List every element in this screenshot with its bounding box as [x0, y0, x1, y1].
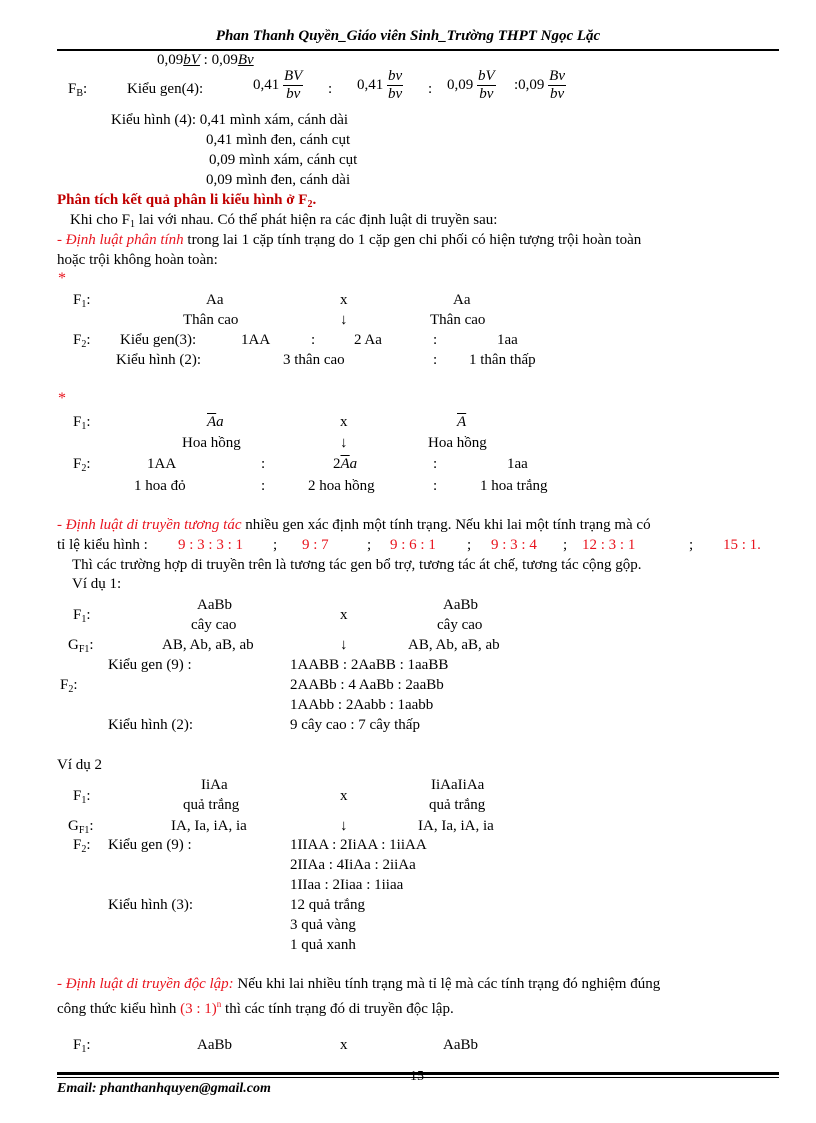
cross1-f1-label: $F_1$: [73, 292, 91, 310]
ratio-2: 9 : 7 [302, 537, 329, 553]
cross3-parent-2: AaBb [443, 1037, 478, 1053]
fb-genotype-term-4: :0,09 $\frac{Bv}{bv}$ [514, 68, 565, 102]
ex1-f1-label: $F_1$: [73, 607, 91, 625]
gamete-coef-1: 0,09 [157, 52, 184, 68]
cross1-phenotype-label: Kiểu hình (2): [116, 352, 201, 368]
frac-3-num: bV [478, 68, 495, 84]
ex1-arrow-icon: ↓ [340, 637, 348, 653]
law-1-text-2: hoặc trội không hoàn toàn: [57, 252, 218, 268]
ex2-gametes-1: IA, Ia, iA, ia [171, 818, 247, 834]
ex2-genotype-label: Kiểu gen (9) : [108, 837, 192, 853]
ex2-f2-label: $F_2$: [73, 837, 91, 855]
law-2-label: - Định luật di truyền tương tác [57, 517, 242, 533]
cross2-phenotype-2: Hoa hồng [428, 435, 487, 451]
law-2-ratio-label: tỉ lệ kiểu hình : [57, 537, 148, 553]
law-3-paragraph [57, 974, 777, 1019]
cross2-f1-label: $F_1$: [73, 414, 91, 432]
law-1-label: - Định luật phân tính [57, 232, 184, 248]
cross1-parent-2: Aa [453, 292, 471, 308]
cross2-phenotype-sep-2: : [433, 478, 438, 494]
ex1-gametes-1: AB, Ab, aB, ab [162, 637, 254, 653]
cross1-phenotype-ratio-1: 3 thân cao [283, 352, 345, 368]
cross2-phenotype-ratio-2: 2 hoa hồng [308, 478, 375, 494]
cross1-phenotype-ratio-2: 1 thân thấp [469, 352, 536, 368]
cross2-arrow-icon: ↓ [340, 435, 348, 451]
ratio-sep-4: ; [563, 537, 568, 553]
frac-2-num: bv [388, 68, 403, 84]
cross2-parent-2: $\overline{A}$ [457, 414, 467, 430]
law-1-paragraph [57, 230, 777, 270]
law-2-text: nhiều gen xác định một tính trạng. Nếu khi lai một tính trạng mà có [241, 517, 651, 533]
fb-sep-2: : [428, 81, 433, 97]
cross1-genotype-sep-2: : [433, 332, 438, 348]
cross2-genotype-sep-2: : [433, 456, 438, 472]
gamete-bV: bV [183, 52, 200, 68]
fb-genotype-term-1: 0,41 $\frac{BV}{bv}$ [253, 68, 303, 102]
law-2-line-1 [57, 516, 651, 534]
ex2-arrow-icon: ↓ [340, 818, 348, 834]
frac-4-den: bv [550, 86, 565, 102]
cross2-genotype-1: 1AA [147, 456, 177, 472]
page-header-title: Phan Thanh Quyền_Giáo viên Sinh_Trường THPT Ngọc Lặc [215, 28, 601, 44]
ex1-parent-1-phenotype: cây cao [191, 617, 237, 633]
ex1-gamete-label: $G_{F1}$: [68, 637, 94, 655]
law-3-text-2b: thì các tính trạng đó di truyền độc lập. [221, 1001, 454, 1017]
ex1-genotype-row-2: 2AABb : 4 AaBb : 2aaBb [290, 677, 444, 693]
footer-email: Email: phanthanhquyen@gmail.com [57, 1081, 271, 1096]
ex2-genotype-row-3: 1IIaa : 2Iiaa : 1iiaa [290, 877, 404, 893]
cross1-x: x [340, 292, 348, 308]
ex2-gametes-2: IA, Ia, iA, ia [418, 818, 494, 834]
fb-phenotype-4: 0,09 mình đen, cánh dài [206, 172, 351, 188]
ex2-phenotype-2: 3 quả vàng [290, 917, 356, 933]
example-2-label: Ví dụ 2 [57, 757, 102, 773]
cross1-parent-1: Aa [206, 292, 224, 308]
ratio-sep-5: ; [689, 537, 694, 553]
cross1-f2-label: $F_2$: [73, 332, 91, 350]
ex1-f2-label: $F_2$: [60, 677, 78, 695]
ex2-x: x [340, 788, 348, 804]
ex1-phenotype-label: Kiểu hình (2): [108, 717, 193, 733]
cross3-parent-1: AaBb [197, 1037, 232, 1053]
ex2-phenotype-1: 12 quả trắng [290, 897, 365, 913]
law-3-formula: (3 : 1)$^n$ [180, 999, 222, 1017]
cross2-phenotype-ratio-3: 1 hoa trắng [480, 478, 548, 494]
ratio-1: 9 : 3 : 3 : 1 [178, 537, 244, 553]
ex1-phenotype-ratio: 9 cây cao : 7 cây thấp [290, 717, 420, 733]
cross2-genotype-2: $2\overline{A}a$ [333, 456, 358, 472]
cross2-genotype-sep-1: : [261, 456, 266, 472]
cross1-genotype-1: 1AA [241, 332, 271, 348]
ex2-f1-label: $F_1$: [73, 788, 91, 806]
example-1-label: Ví dụ 1: [72, 576, 122, 592]
bullet-star: * [58, 390, 66, 407]
cross2-phenotype-sep-1: : [261, 478, 266, 494]
cross1-genotype-3: 1aa [497, 332, 518, 348]
cross1-genotype-sep-1: : [311, 332, 316, 348]
ratio-6: 15 : 1. [723, 537, 761, 553]
ex2-genotype-row-1: 1IIAA : 2IiAA : 1iiAA [290, 837, 427, 853]
fb-phenotype-1: Kiểu hình (4): 0,41 mình xám, cánh dài [111, 112, 349, 128]
ex2-parent-1-phenotype: quả trắng [183, 797, 240, 813]
frac-1-num: BV [284, 68, 303, 84]
ex2-parent-2: IiAaIiAa [431, 777, 485, 793]
ex1-gametes-2: AB, Ab, aB, ab [408, 637, 500, 653]
cross1-genotype-label: Kiểu gen(3): [120, 332, 197, 348]
law-3-label: - Định luật di truyền độc lập: [57, 976, 234, 992]
cross1-phenotype-2: Thân cao [430, 312, 486, 328]
ratio-5: 12 : 3 : 1 [582, 537, 636, 553]
gamete-sep: : 0,09 [199, 52, 238, 68]
fb-phenotype-2: 0,41 mình đen, cánh cụt [206, 132, 351, 148]
frac-2-den: bv [388, 86, 403, 102]
cross1-arrow-icon: ↓ [340, 312, 348, 328]
ex2-parent-2-phenotype: quả trắng [429, 797, 486, 813]
ratio-sep-1: ; [273, 537, 278, 553]
ex1-parent-2-phenotype: cây cao [437, 617, 483, 633]
cross2-f2-label: $F_2$: [73, 456, 91, 474]
ex2-phenotype-label: Kiểu hình (3): [108, 897, 193, 913]
section-intro: Khi cho $F_1$ lai với nhau. Có thể phát hiện ra các định luật di truyền sau: [70, 212, 498, 230]
ratio-sep-3: ; [467, 537, 472, 553]
bullet-star: * [58, 270, 66, 287]
fb-phenotype-3: 0,09 mình xám, cánh cụt [209, 152, 358, 168]
ex1-genotype-row-3: 1AAbb : 2Aabb : 1aabb [290, 697, 434, 713]
fb-label: $F_B$: [68, 81, 88, 99]
cross2-phenotype-ratio-1: 1 hoa đỏ [134, 478, 186, 494]
cross2-genotype-3: 1aa [507, 456, 528, 472]
ex1-genotype-label: Kiểu gen (9) : [108, 657, 192, 673]
cross1-phenotype-1: Thân cao [183, 312, 239, 328]
law-1-text: trong lai 1 cặp tính trạng do 1 cặp gen chi phối có hiện tượng trội hoàn toàn [183, 232, 642, 248]
frac-1-den: bv [286, 86, 301, 102]
gamete-line [157, 51, 254, 69]
ratio-4: 9 : 3 : 4 [491, 537, 537, 553]
cross3-x: x [340, 1037, 348, 1053]
fb-genotype-label: Kiểu gen(4): [127, 81, 204, 97]
section-heading: Phân tích kết quả phân li kiểu hình ở $F_2$. [57, 192, 317, 210]
cross3-f1-label: $F_1$: [73, 1037, 91, 1055]
cross1-phenotype-sep: : [433, 352, 438, 368]
ex2-parent-1: IiAa [201, 777, 228, 793]
cross2-x: x [340, 414, 348, 430]
law-2-text-3: Thì các trường hợp di truyền trên là tương tác gen bổ trợ, tương tác át chế, tương tác cộng gộp. [72, 557, 642, 573]
ex2-gamete-label: $G_{F1}$: [68, 818, 94, 836]
ex1-x: x [340, 607, 348, 623]
fb-genotype-term-3: 0,09 $\frac{bV}{bv}$ [447, 68, 495, 102]
ex1-genotype-row-1: 1AABB : 2AaBB : 1aaBB [290, 657, 449, 673]
ex1-parent-2: AaBb [443, 597, 478, 613]
page-number: 15 [410, 1069, 424, 1084]
ex1-parent-1: AaBb [197, 597, 232, 613]
law-3-text: Nếu khi lai nhiều tính trạng mà tỉ lệ mà các tính trạng đó nghiệm đúng [233, 976, 661, 992]
ex2-phenotype-3: 1 quả xanh [290, 937, 356, 953]
ratio-sep-2: ; [367, 537, 372, 553]
cross2-parent-1: $\overline{A}a$ [207, 414, 224, 430]
ratio-3: 9 : 6 : 1 [390, 537, 436, 553]
cross1-genotype-2: 2 Aa [354, 332, 382, 348]
frac-4-num: Bv [549, 68, 565, 84]
gamete-Bv: Bv [237, 52, 254, 68]
fb-sep-1: : [328, 81, 333, 97]
frac-3-den: bv [479, 86, 494, 102]
ex2-genotype-row-2: 2IIAa : 4IiAa : 2iiAa [290, 857, 416, 873]
fb-genotype-term-2: 0,41 $\frac{bv}{bv}$ [357, 68, 403, 102]
cross2-phenotype-1: Hoa hồng [182, 435, 241, 451]
law-3-text-2a: công thức kiểu hình [57, 1001, 181, 1017]
